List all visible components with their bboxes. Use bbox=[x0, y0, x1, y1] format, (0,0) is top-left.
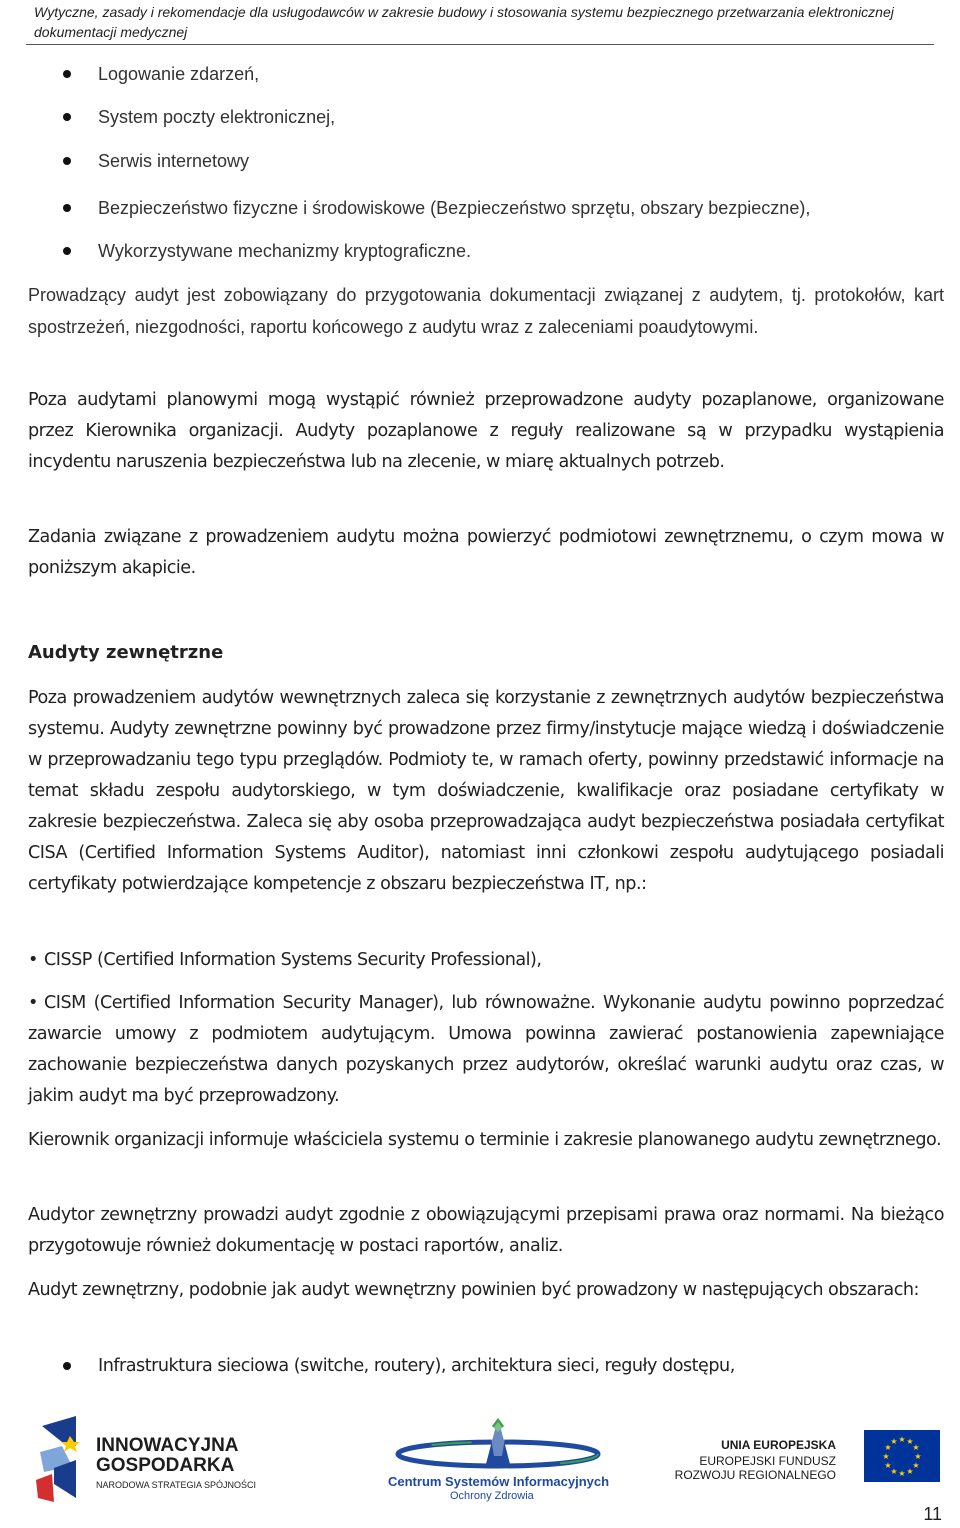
eu-title: UNIA EUROPEJSKA bbox=[721, 1438, 836, 1452]
bullet-icon: • bbox=[28, 993, 38, 1013]
svg-text:★: ★ bbox=[882, 1452, 890, 1461]
svg-text:★: ★ bbox=[912, 1461, 920, 1470]
paragraph-unplanned-audits: Poza audytami planowymi mogą wystąpić również przeprowadzone audyty pozaplanowe, organizowane przez Kierownika organizacji. Audyty pozaplanowe z reguły realizowane są w przypadku wystąpienia incydentu naruszenia bezpieczeństwa lub na zlecenie, w miarę aktualnych potrzeb. bbox=[28, 390, 944, 472]
csioz-subtitle: Ochrony Zdrowia bbox=[450, 1490, 534, 1502]
ig-title-line1: INNOWACYJNA bbox=[96, 1435, 239, 1456]
csioz-logo bbox=[378, 1412, 608, 1504]
bullet-icon bbox=[63, 113, 71, 121]
bullet-icon bbox=[63, 157, 71, 165]
svg-text:★: ★ bbox=[914, 1452, 922, 1461]
bullet-icon bbox=[63, 1362, 71, 1370]
page-number: 11 bbox=[923, 1504, 942, 1524]
svg-text:★: ★ bbox=[906, 1437, 914, 1446]
eu-logo bbox=[674, 1430, 940, 1490]
innowacyjna-gospodarka-logo bbox=[32, 1412, 292, 1504]
paragraph-audit-areas: Audyt zewnętrzny, podobnie jak audyt wewnętrzny powinien być prowadzony w następujących obszarach: bbox=[28, 1280, 919, 1300]
csioz-emblem-icon bbox=[378, 1412, 608, 1472]
svg-text:★: ★ bbox=[884, 1461, 892, 1470]
svg-text:★: ★ bbox=[912, 1443, 920, 1452]
csioz-title: Centrum Systemów Informacyjnych bbox=[388, 1474, 610, 1489]
certificate-item: • CISSP (Certified Information Systems Security Professional), bbox=[28, 945, 944, 976]
svg-text:★: ★ bbox=[898, 1435, 906, 1444]
paragraph-audit-documentation: Prowadzący audyt jest zobowiązany do przygotowania dokumentacji związanej z audytem, tj. protokołów, kart spostrzeżeń, niezgodności, raportu końcowego z audytu wraz z zaleceniami poaudytowymi. bbox=[28, 285, 944, 337]
paragraph-auditor-duties: Audytor zewnętrzny prowadzi audyt zgodnie z obowiązującymi przepisami prawa oraz normami. Na bieżąco przygotowuje również dokumentację w postaci raportów, analiz. bbox=[28, 1205, 944, 1256]
paragraph-owner-notice: Kierownik organizacji informuje właściciela systemu o terminie i zakresie planowanego audytu zewnętrznego. bbox=[28, 1130, 942, 1150]
certificate-item: • CISM (Certified Information Security Manager), lub równoważne. Wykonanie audytu powinno poprzedzać zawarcie umowy z podmiotem audytującym. Umowa powinna zawierać postanowienia zapewniające zachowanie bezpieczeństwa danych pozyskanych przez audytorów, określać warunki audytu oraz czas, w jakim audyt ma być przeprowadzony. bbox=[28, 988, 944, 1112]
svg-text:★: ★ bbox=[884, 1443, 892, 1452]
section-heading: Audyty zewnętrzne bbox=[28, 642, 224, 663]
bullet-icon bbox=[63, 204, 71, 212]
bullet-icon bbox=[63, 247, 71, 255]
ig-title-line2: GOSPODARKA bbox=[96, 1455, 235, 1476]
eu-fund-line2: ROZWOJU REGIONALNEGO bbox=[674, 1468, 836, 1482]
ig-subtitle: NARODOWA STRATEGIA SPÓJNOŚCI bbox=[96, 1480, 257, 1490]
bullet-icon bbox=[63, 70, 71, 78]
paragraph-external-delegation: Zadania związane z prowadzeniem audytu można powierzyć podmiotowi zewnętrznemu, o czym mowa w poniższym akapicie. bbox=[28, 527, 944, 578]
paragraph-external-audits: Poza prowadzeniem audytów wewnętrznych zaleca się korzystanie z zewnętrznych audytów bezpieczeństwa systemu. Audyty zewnętrzne powinny być prowadzone przez firmy/instytucje mające wiedzą i doświadczenie w przeprowadzaniu tego typu przeglądów. Podmioty te, w ramach oferty, powinny przedstawić informacje na temat składu zespołu audytorskiego, w tym doświadczenie, kwalifikacje oraz posiadane certyfikaty w zakresie bezpieczeństwa. Zaleca się aby osoba przeprowadzająca audyt bezpieczeństwa posiadała certyfikat CISA (Certified Information Systems Auditor), natomiast inni członkowi zespołu audytującego posiadali certyfikaty potwierdzające kompetencje z obszaru bezpieczeństwa IT, np.: bbox=[28, 688, 944, 894]
eu-flag-icon bbox=[864, 1430, 940, 1482]
running-header: Wytyczne, zasady i rekomendacje dla usługodawców w zakresie budowy i stosowania systemu bezpiecznego przetwarzania elektronicznej dokumentacji medycznej bbox=[34, 4, 894, 40]
bullet-icon: • bbox=[28, 950, 38, 970]
svg-text:★: ★ bbox=[890, 1467, 898, 1476]
header-rule bbox=[26, 44, 934, 45]
svg-text:★: ★ bbox=[898, 1469, 906, 1478]
svg-text:★: ★ bbox=[890, 1437, 898, 1446]
ig-emblem-icon bbox=[32, 1412, 92, 1504]
svg-text:★: ★ bbox=[906, 1467, 914, 1476]
eu-fund-line1: EUROPEJSKI FUNDUSZ bbox=[699, 1454, 836, 1468]
